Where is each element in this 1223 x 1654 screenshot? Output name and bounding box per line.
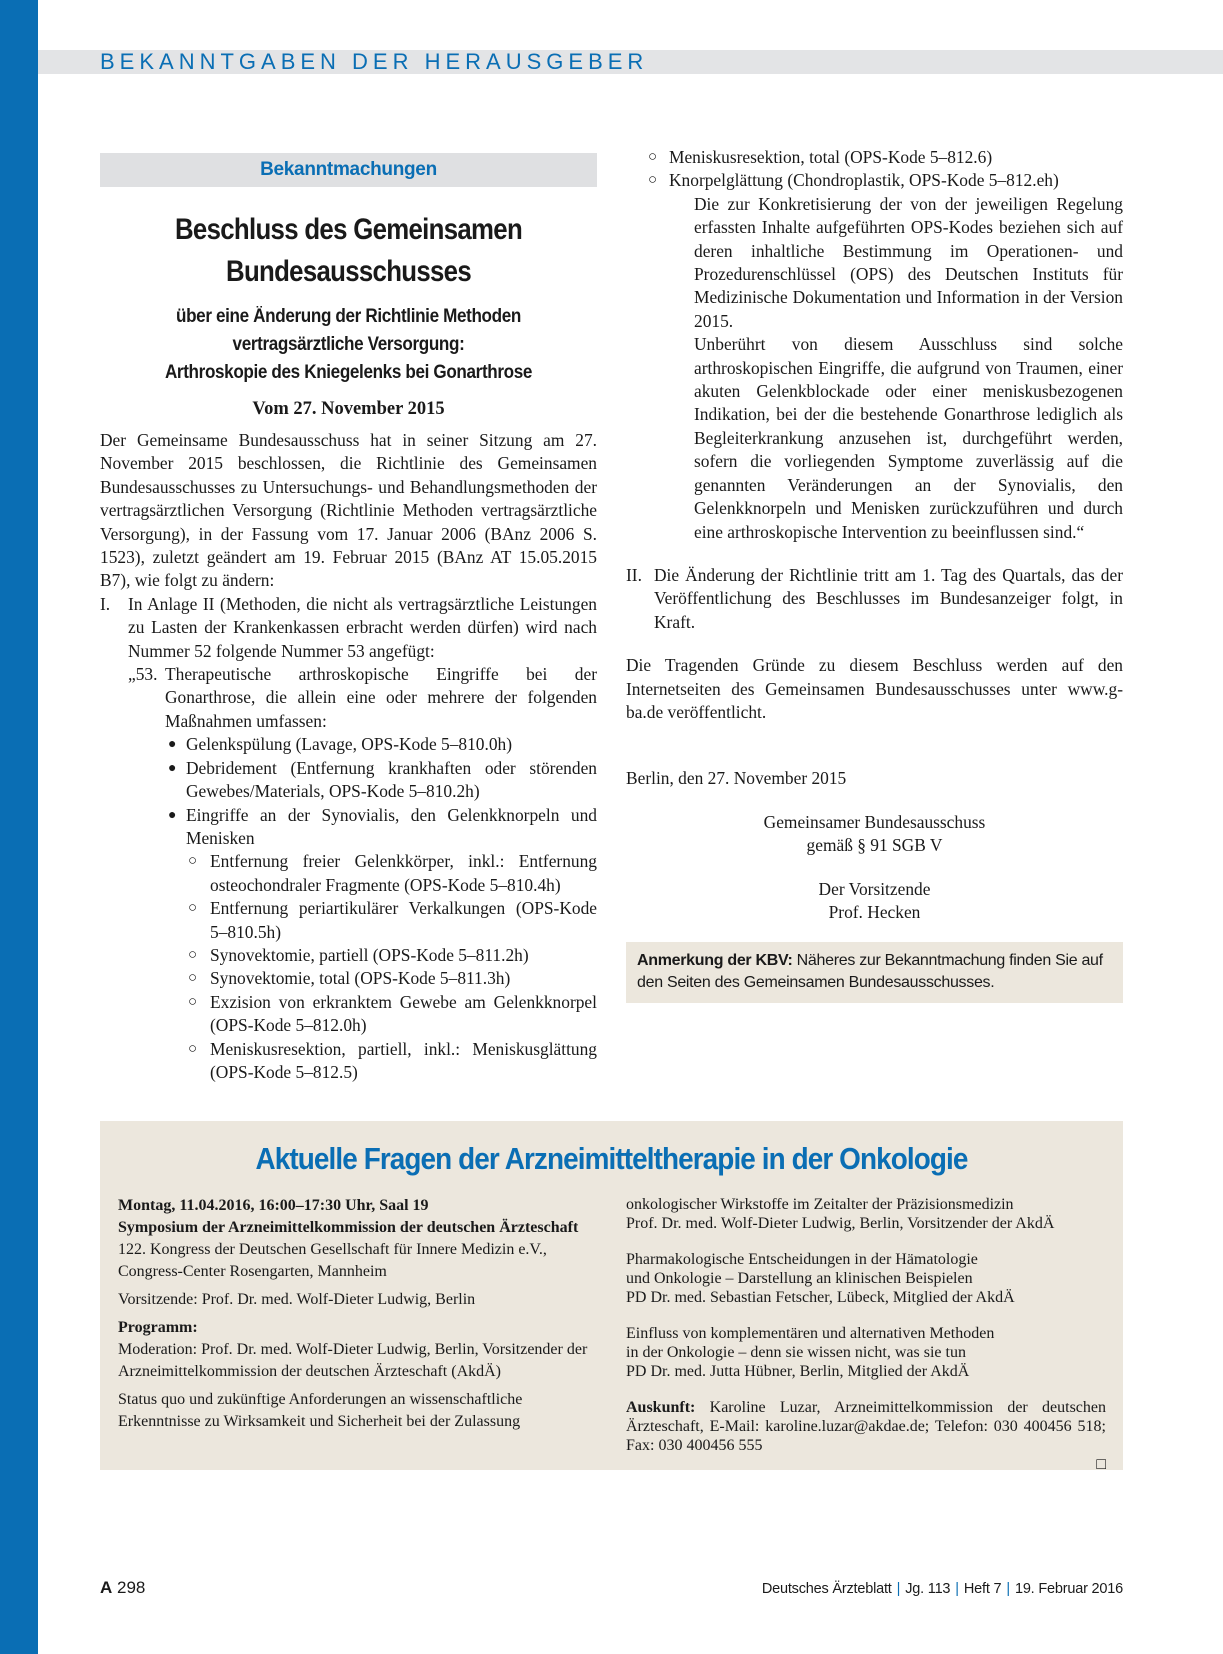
talk-1-title-continued: onkologischer Wirkstoffe im Zeitalter der Präzisionsmedizin bbox=[626, 1196, 1014, 1213]
list-item bbox=[100, 897, 597, 944]
item-53-text: Therapeutische arthroskopische Eingriffe bei der Gonarthrose, die allein eine oder mehrere der folgenden Maßnahmen umfassen: bbox=[165, 664, 597, 731]
bullet-icon: ● bbox=[168, 760, 177, 776]
bullet-icon: ● bbox=[168, 807, 177, 823]
list-item-roman-2 bbox=[626, 564, 1123, 634]
event-title: Aktuelle Fragen der Arzneimitteltherapie in der Onkologie bbox=[255, 1141, 968, 1176]
journal-issue: Heft 7 bbox=[963, 1581, 1002, 1597]
article-right-column bbox=[626, 146, 1123, 1003]
subtitle-line-1: über eine Änderung der Richtlinie Methoden bbox=[176, 306, 521, 327]
intro-paragraph: Der Gemeinsame Bundesausschuss hat in seiner Sitzung am 27. November 2015 beschlossen, die Richtlinie des Gemeinsamen Bundesausschusses zu Untersuchungs- und Behandlungsmethoden der vertragsärztlichen Versorgung (Richtlinie Methoden vertragsärztliche Versorgung), in der Fassung vom 17. Januar 2006 (BAnz 2006 S. 1523), zuletzt geändert am 19. Februar 2015 (BAnz AT 15.05.2015 B7), wie folgt zu ändern: bbox=[100, 430, 597, 591]
list-item-text: Knorpelglättung (Chondroplastik, OPS-Kode 5–812.eh) bbox=[669, 170, 1059, 191]
talk-2-title-line-2: und Onkologie – Darstellung an klinischen Beispielen bbox=[626, 1270, 973, 1287]
list-item-text: Synovektomie, partiell (OPS-Kode 5–811.2h) bbox=[210, 944, 529, 965]
talk-3-speaker: PD Dr. med. Jutta Hübner, Berlin, Mitglied der AkdÄ bbox=[626, 1363, 970, 1380]
list-item bbox=[100, 733, 597, 756]
contact-text: Karoline Luzar, Arzneimittelkommission der deutschen Ärzteschaft, E-Mail: karoline.luzar@akdae.de; Telefon: 030 400456 518; Fax: 030 400456 555 bbox=[626, 1399, 1106, 1454]
contact-info bbox=[626, 1398, 1106, 1455]
list-item-text: Eingriffe an der Synovialis, den Gelenkknorpeln und Menisken bbox=[186, 804, 597, 848]
program-label: Programm: bbox=[118, 1319, 198, 1336]
article-body-right bbox=[626, 146, 1123, 924]
contact-label: Auskunft: bbox=[626, 1399, 696, 1416]
list-item bbox=[100, 1038, 597, 1085]
talk-1-title: Status quo und zukünftige Anforderungen an wissenschaftliche Erkenntnisse zu Wirksamkeit und Sicherheit bei der Zulassung bbox=[118, 1391, 523, 1430]
list-item-text: Synovektomie, total (OPS-Kode 5–811.3h) bbox=[210, 968, 511, 989]
event-announcement-box bbox=[100, 1121, 1123, 1473]
circle-bullet-icon: ○ bbox=[188, 970, 198, 987]
article-left-column bbox=[100, 153, 597, 1084]
list-item-text: Debridement (Entfernung krankhaften oder störenden Gewebes/Materials, OPS-Kode 5–810.2h) bbox=[186, 757, 597, 802]
section-tag: Bekanntmachungen bbox=[100, 153, 597, 187]
roman-numeral-label: II. bbox=[626, 564, 642, 585]
article-title bbox=[135, 209, 562, 293]
list-item-text: Meniskusresektion, total (OPS-Kode 5–812.6) bbox=[669, 147, 993, 167]
list-item-text: Entfernung periartikulärer Verkalkungen (OPS-Kode 5–810.5h) bbox=[210, 898, 597, 942]
signature-org-line-2: gemäß § 91 SGB V bbox=[806, 835, 943, 856]
note-text: Näheres zur Bekanntmachung finden Sie auf den Seiten des Gemeinsamen Bundesausschusses. bbox=[637, 952, 1103, 992]
event-symposium: Symposium der Arzneimittelkommission der deutschen Ärzteschaft bbox=[118, 1219, 579, 1236]
list-item-text: Exzision von erkranktem Gewebe am Gelenkknorpel (OPS-Kode 5–812.0h) bbox=[210, 991, 597, 1036]
separator: | bbox=[1006, 1581, 1010, 1597]
kbv-note-box bbox=[626, 942, 1123, 1003]
list-item bbox=[100, 967, 597, 990]
resolution-date: Vom 27. November 2015 bbox=[252, 399, 445, 419]
number-53-label: „53. bbox=[128, 664, 158, 685]
ops-paragraph: Die zur Konkretisierung der von der jeweiligen Regelung erfassten Inhalte aufgeführten OPS-Kodes beziehen sich auf deren inhaltliche Bestimmung im Operationen- und Prozedurenschlüssel (OPS) des Deutschen Instituts für Medizinische Dokumentation und Information in der Version 2015. bbox=[694, 193, 1123, 331]
title-line-1: Beschluss des Gemeinsamen bbox=[174, 213, 523, 246]
event-right-column bbox=[626, 1195, 1106, 1474]
circle-bullet-icon: ○ bbox=[648, 172, 658, 189]
roman-numeral-label: I. bbox=[100, 593, 111, 614]
list-item bbox=[100, 757, 597, 804]
separator: | bbox=[896, 1581, 901, 1597]
footer-journal-info bbox=[762, 1579, 1123, 1599]
talk-2-speaker: PD Dr. med. Sebastian Fetscher, Lübeck, Mitglied der AkdÄ bbox=[626, 1289, 1015, 1306]
event-moderation: Moderation: Prof. Dr. med. Wolf-Dieter Ludwig, Berlin, Vorsitzender der Arzneimittelkommission der deutschen Ärzteschaft (AkdÄ) bbox=[118, 1341, 588, 1380]
list-item-text: Gelenkspülung (Lavage, OPS-Kode 5–810.0h) bbox=[186, 734, 513, 755]
journal-date: 19. Februar 2016 bbox=[1014, 1581, 1123, 1597]
list-item-53 bbox=[100, 663, 597, 733]
list-item bbox=[100, 991, 597, 1038]
roman-2-text: Die Änderung der Richtlinie tritt am 1. Tag des Quartals, das der Veröffentlichung des Beschlusses im Bundesanzeiger folgt, in Kraft. bbox=[654, 564, 1123, 632]
separator: | bbox=[955, 1581, 959, 1597]
subtitle-line-3: Arthroskopie des Kniegelenks bei Gonarthrose bbox=[164, 362, 533, 383]
roman-1-text: In Anlage II (Methoden, die nicht als vertragsärztliche Leistungen zu Lasten der Krankenkassen erbracht werden dürfen) wird nach Nummer 52 folgende Nummer 53 angefügt: bbox=[128, 593, 597, 661]
list-item-text: Meniskusresektion, partiell, inkl.: Meniskusglättung (OPS-Kode 5–812.5) bbox=[210, 1038, 597, 1082]
list-item-roman-1 bbox=[100, 593, 597, 663]
list-item bbox=[100, 804, 597, 851]
signature-name: Prof. Hecken bbox=[828, 901, 921, 922]
signature-org-line-1: Gemeinsamer Bundesausschuss bbox=[763, 811, 986, 832]
article-subtitle bbox=[125, 303, 572, 387]
title-line-2: Bundesausschusses bbox=[226, 255, 471, 288]
list-item bbox=[626, 169, 1123, 192]
end-mark-icon: □ bbox=[1096, 1456, 1106, 1473]
list-item bbox=[100, 944, 597, 967]
note-label: Anmerkung der KBV: bbox=[637, 952, 793, 970]
circle-bullet-icon: ○ bbox=[188, 853, 198, 870]
circle-bullet-icon: ○ bbox=[188, 946, 198, 963]
circle-bullet-icon: ○ bbox=[188, 900, 198, 917]
circle-bullet-icon: ○ bbox=[648, 149, 658, 165]
talk-3-title-line-2: in der Onkologie – denn sie wissen nicht, was sie tun bbox=[626, 1344, 966, 1361]
event-chair: Vorsitzende: Prof. Dr. med. Wolf-Dieter Ludwig, Berlin bbox=[118, 1291, 476, 1308]
list-item bbox=[100, 850, 597, 897]
bullet-icon: ● bbox=[168, 737, 177, 753]
signature-role: Der Vorsitzende bbox=[818, 878, 931, 899]
exception-paragraph: Unberührt von diesem Ausschluss sind solche arthroskopischen Eingriffe, die aufgrund von Traumen, einer akuten Gelenkblockade oder einer meniskusbezogenen Indikation, bei der die bestehende Gonarthrose lediglich als Begleiterkrankung anzusehen ist, durchgeführt werden, sofern die vorliegenden Symptome zuverlässig auf die genannten Veränderungen an der Synovialis, den Gelenkknorpeln und Menisken zurückzuführen und durch eine arthroskopische Intervention zu beeinflussen sind.“ bbox=[694, 334, 1123, 542]
event-datetime: Montag, 11.04.2016, 16:00–17:30 Uhr, Saal 19 bbox=[118, 1197, 429, 1214]
talk-2-title-line-1: Pharmakologische Entscheidungen in der Hämatologie bbox=[626, 1251, 978, 1268]
page-prefix: A bbox=[100, 1578, 113, 1597]
talk-3-title-line-1: Einfluss von komplementären und alternativen Methoden bbox=[626, 1325, 995, 1342]
subtitle-line-2: vertragsärztliche Versorgung: bbox=[232, 334, 465, 355]
journal-volume: Jg. 113 bbox=[905, 1581, 951, 1597]
event-left-column bbox=[118, 1195, 600, 1433]
list-item bbox=[626, 146, 1123, 169]
list-item-text: Entfernung freier Gelenkkörper, inkl.: Entfernung osteochondraler Fragmente (OPS-Kode 5–810.4h) bbox=[210, 851, 597, 895]
article-body-left bbox=[100, 429, 597, 1084]
running-header: BEKANNTGABEN DER HERAUSGEBER bbox=[100, 49, 649, 74]
page-number bbox=[100, 1577, 145, 1599]
journal-name: Deutsches Ärzteblatt bbox=[761, 1581, 892, 1597]
page-number-value: 298 bbox=[117, 1578, 146, 1597]
event-congress: 122. Kongress der Deutschen Gesellschaft für Innere Medizin e.V., Congress-Center Rosengarten, Mannheim bbox=[118, 1241, 547, 1280]
place-date: Berlin, den 27. November 2015 bbox=[626, 768, 847, 789]
left-accent-bar bbox=[0, 0, 38, 1654]
circle-bullet-icon: ○ bbox=[188, 1040, 198, 1057]
reasons-paragraph: Die Tragenden Gründe zu diesem Beschluss werden auf den Internetseiten des Gemeinsamen Bundesausschusses unter www.g-ba.de veröffentlicht. bbox=[626, 655, 1123, 722]
circle-bullet-icon: ○ bbox=[188, 993, 198, 1010]
talk-1-speaker: Prof. Dr. med. Wolf-Dieter Ludwig, Berlin, Vorsitzender der AkdÄ bbox=[626, 1215, 1055, 1232]
